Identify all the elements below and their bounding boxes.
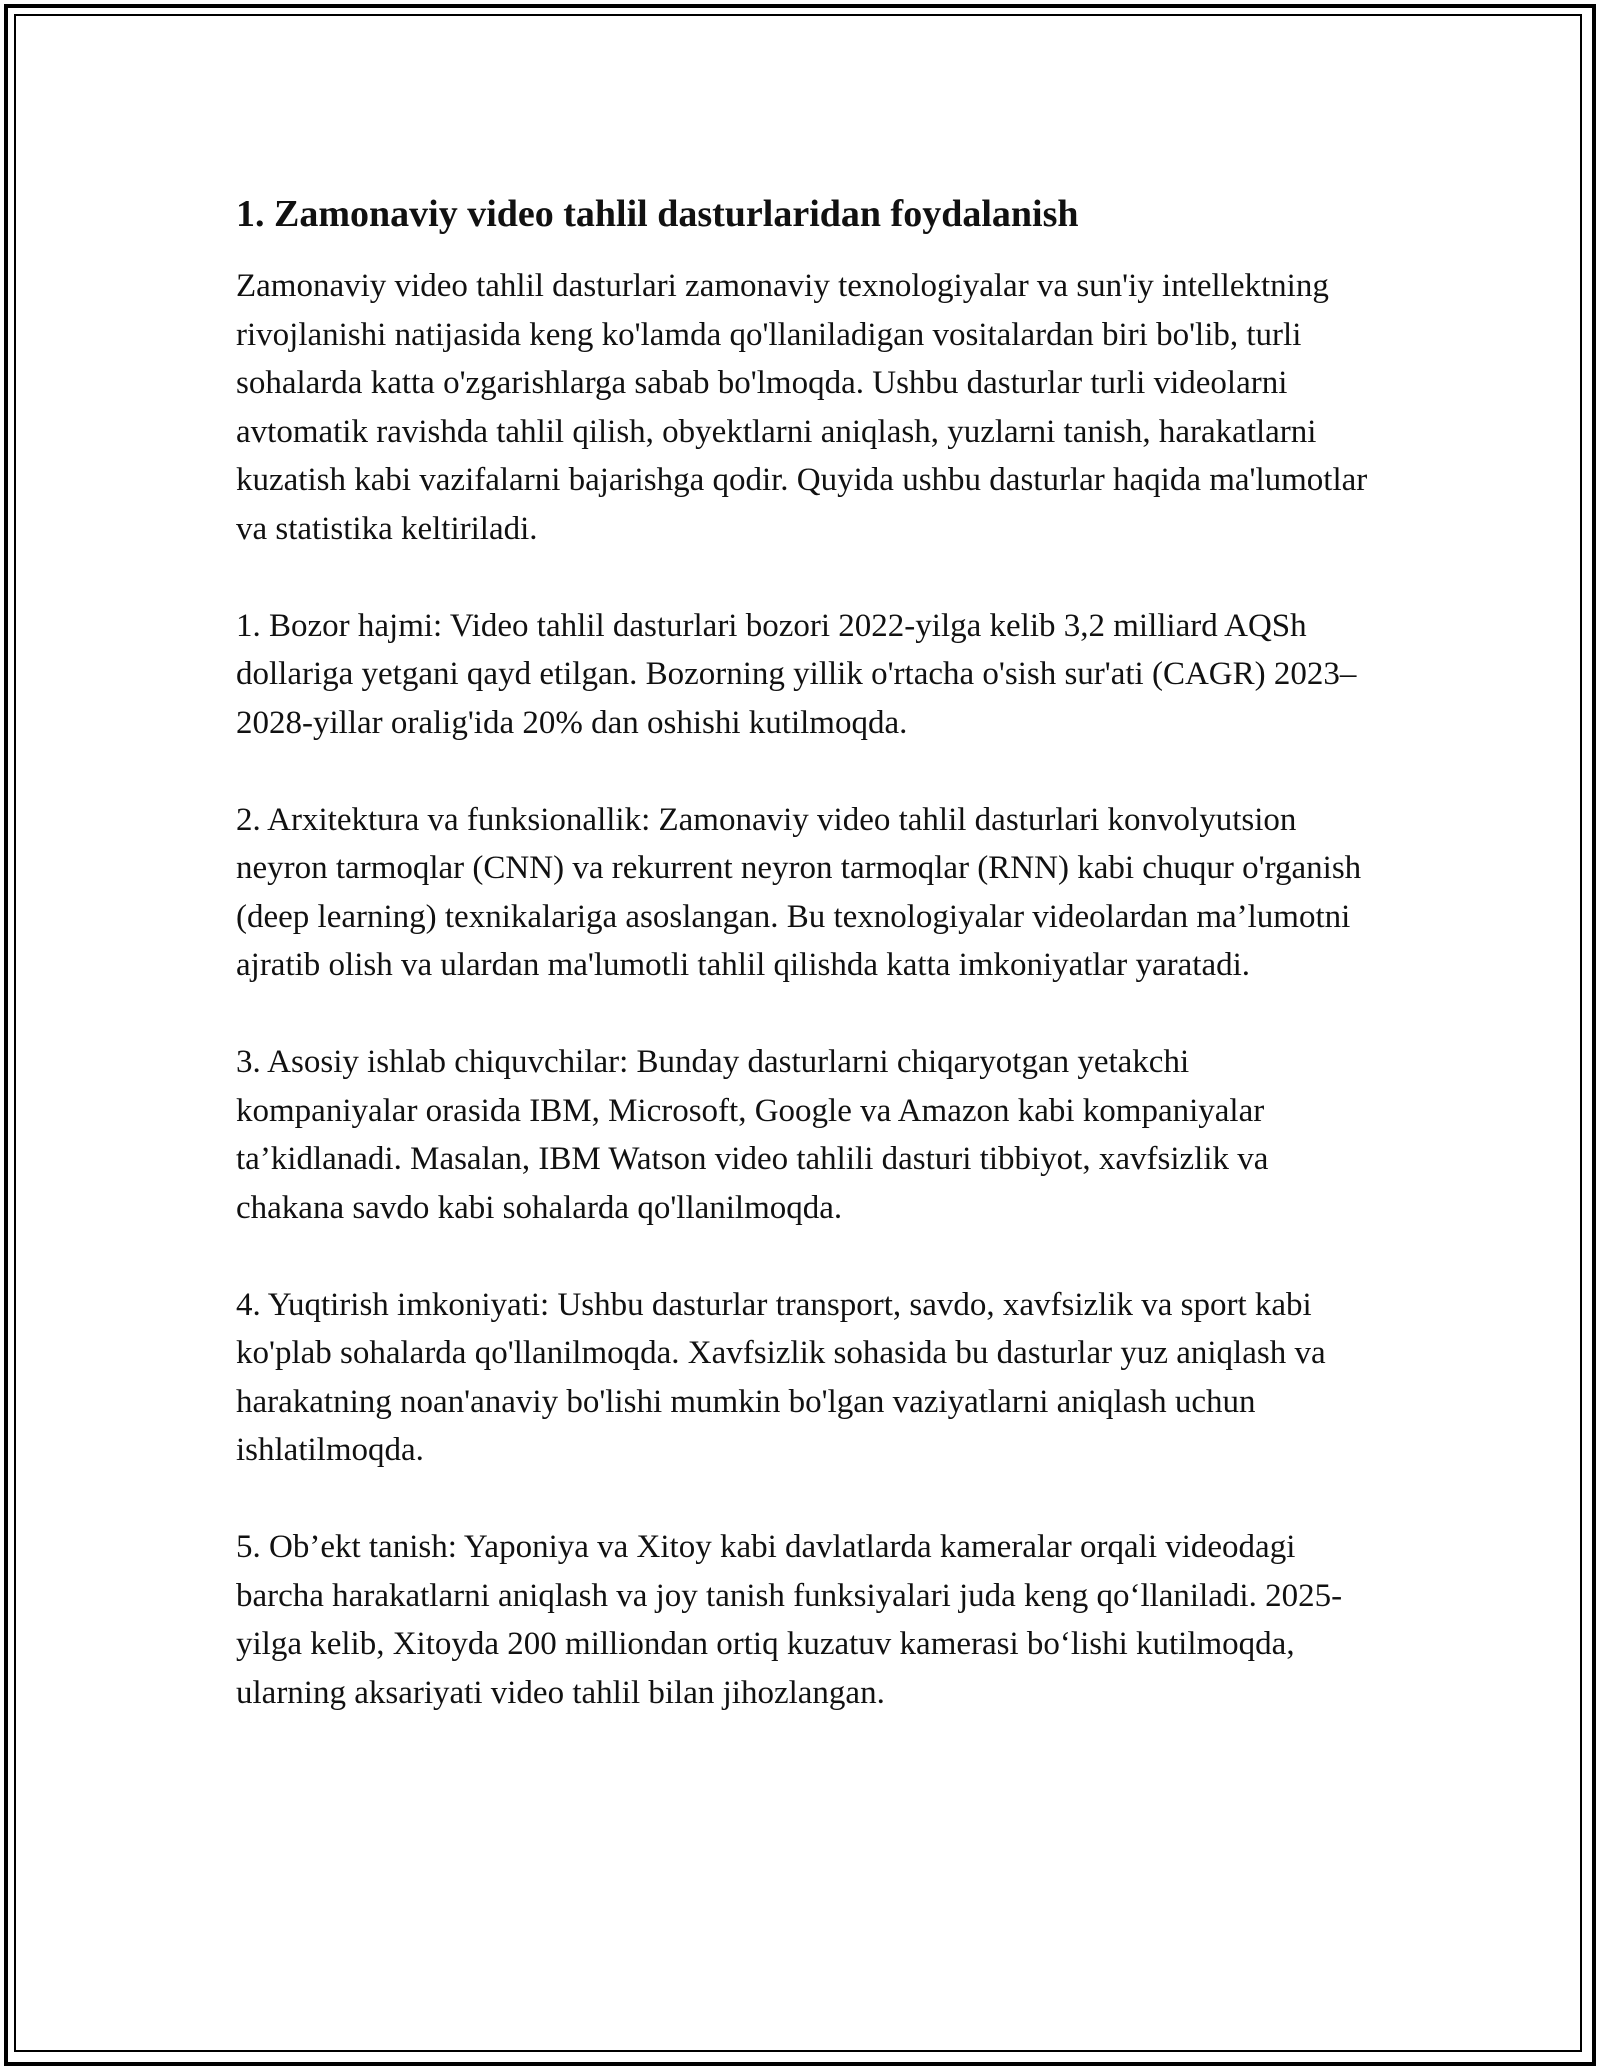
- section-title: 1. Zamonaviy video tahlil dasturlaridan foydalanish: [236, 193, 1079, 235]
- object-recognition-paragraph: 5. Ob’ekt tanish: Yaponiya va Xitoy kabi davlatlarda kameralar orqali videodagi barcha harakatlarni aniqlash va joy tanish funksiyalari juda keng qo‘llaniladi. 2025-yilga kelib, Xitoyda 200 milliondan ortiq kuzatuv kamerasi bo‘lishi kutilmoqda, ularning aksariyati video tahlil bilan jihozlangan.: [236, 1529, 1343, 1711]
- market-size-paragraph: 1. Bozor hajmi: Video tahlil dasturlari bozori 2022-yilga kelib 3,2 milliard AQSh dollariga yetgani qayd etilgan. Bozorning yillik o'rtacha o'sish sur'ati (CAGR) 2023–2028-yillar oralig'ida 20% dan oshishi kutilmoqda.: [236, 607, 1357, 741]
- applications-paragraph: 4. Yuqtirish imkoniyati: Ushbu dasturlar transport, savdo, xavfsizlik va sport kabi ko'plab sohalarda qo'llanilmoqda. Xavfsizlik sohasida bu dasturlar yuz aniqlash va harakatning noan'anaviy bo'lishi mumkin bo'lgan vaziyatlarni aniqlash uchun ishlatilmoqda.: [236, 1286, 1326, 1468]
- architecture-paragraph: 2. Arxitektura va funksionallik: Zamonaviy video tahlil dasturlari konvolyutsion neyron tarmoqlar (CNN) va rekurrent neyron tarmoqlar (RNN) kabi chuqur o'rganish (deep learning) texnikalariga asoslangan. Bu texnologiyalar videolardan ma’lumotni ajratib olish va ulardan ma'lumotli tahlil qilishda katta imkoniyatlar yaratadi.: [236, 801, 1362, 983]
- developers-paragraph: 3. Asosiy ishlab chiquvchilar: Bunday dasturlarni chiqaryotgan yetakchi kompaniyalar orasida IBM, Microsoft, Google va Amazon kabi kompaniyalar ta’kidlanadi. Masalan, IBM Watson video tahlili dasturi tibbiyot, xavfsizlik va chakana savdo kabi sohalarda qo'llanilmoqda.: [236, 1044, 1269, 1226]
- document-body: [236, 186, 1376, 1766]
- intro-paragraph: Zamonaviy video tahlil dasturlari zamonaviy texnologiyalar va sun'iy intellektning rivojlanishi natijasida keng ko'lamda qo'llaniladigan vositalardan biri bo'lib, turli sohalarda katta o'zgarishlarga sabab bo'lmoqda. Ushbu dasturlar turli videolarni avtomatik ravishda tahlil qilish, obyektlarni aniqlash, yuzlarni tanish, harakatlarni kuzatish kabi vazifalarni bajarishga qodir. Quyida ushbu dasturlar haqida ma'lumotlar va statistika keltiriladi.: [236, 268, 1368, 547]
